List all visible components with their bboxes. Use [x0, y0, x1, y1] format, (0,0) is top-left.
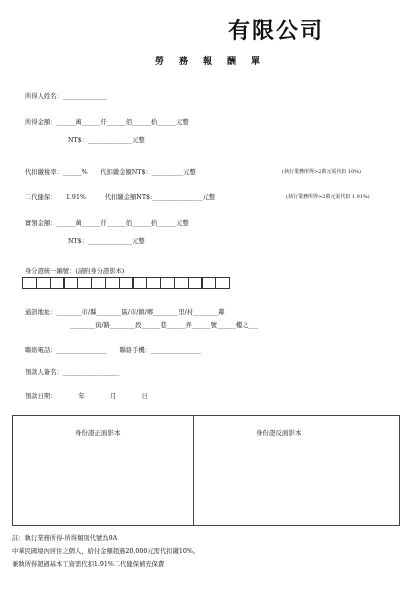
id-digit-box[interactable] — [50, 277, 65, 289]
id-digit-box[interactable] — [77, 277, 92, 289]
payee-name-field[interactable]: 所得人姓名：______________ — [25, 93, 107, 100]
id-digit-box[interactable] — [22, 277, 37, 289]
id-digit-box[interactable] — [188, 277, 203, 289]
note-line-3: 兼執所得超過基本工資需代扣1.91%二代健保補充保費 — [12, 561, 165, 568]
address-line-2[interactable]: ________街/路________段______巷______弄______號______樓之___ — [70, 322, 258, 329]
date-field[interactable]: 領款日期： 年 月 日 — [25, 393, 148, 400]
id-digit-box[interactable] — [91, 277, 106, 289]
id-digit-box[interactable] — [133, 277, 148, 289]
phone-field[interactable]: 聯絡電話：________________ 聯絡手機：________________ — [25, 347, 202, 354]
note-line-1: 註：執行業務所得-所得類別代號為9A — [12, 535, 118, 542]
net-nt-field[interactable]: NT$：______________元整 — [68, 238, 145, 245]
note-line-2: 中華民國境內居住之個人，給付金額超過20,000元需代扣繳10%。 — [12, 548, 200, 555]
income-amount-field[interactable]: 所得金額：______萬______仟______佰______拾______元整 — [25, 119, 189, 126]
photo-divider — [193, 416, 194, 525]
address-line-1[interactable]: 通訊地址：________市/縣________區/市/鎮/鄉________里/村________鄰 — [25, 309, 225, 316]
nhi-note: (執行業務所得>2萬元需代扣 1.91%) — [286, 194, 370, 200]
id-number-boxes[interactable] — [23, 277, 230, 289]
signature-field[interactable]: 領款人簽名：__________________ — [25, 369, 120, 376]
nhi-field[interactable]: 二代健保： 1.91% 代扣繳金額NT$:________________元整 — [25, 194, 216, 201]
net-amount-field[interactable]: 實領金額：______萬______仟______佰______拾______元整 — [25, 220, 189, 227]
income-nt-field[interactable]: NT$：______________元整 — [68, 137, 145, 144]
id-photo-area — [12, 415, 400, 526]
id-digit-box[interactable] — [36, 277, 51, 289]
id-digit-box[interactable] — [174, 277, 189, 289]
id-digit-box[interactable] — [105, 277, 120, 289]
withholding-field[interactable]: 代扣繳稅率：______% 代扣繳金額NT$：__________元整 — [25, 169, 196, 176]
id-front-label: 身份證正面影本 — [75, 429, 121, 437]
id-digit-box[interactable] — [202, 277, 217, 289]
id-digit-box[interactable] — [146, 277, 161, 289]
id-number-label: 身分證統一編號：(請附身分證影本) — [25, 268, 125, 275]
id-back-label: 身份證反面影本 — [256, 429, 302, 437]
company-name: 有限公司 — [228, 19, 325, 44]
form-title: 勞務報酬單 — [155, 57, 276, 67]
id-digit-box[interactable] — [64, 277, 79, 289]
withholding-note: (執行業務所得>2萬元需代扣 10%) — [282, 169, 361, 175]
id-digit-box[interactable] — [160, 277, 175, 289]
id-digit-box[interactable] — [119, 277, 134, 289]
id-digit-box[interactable] — [215, 277, 230, 289]
